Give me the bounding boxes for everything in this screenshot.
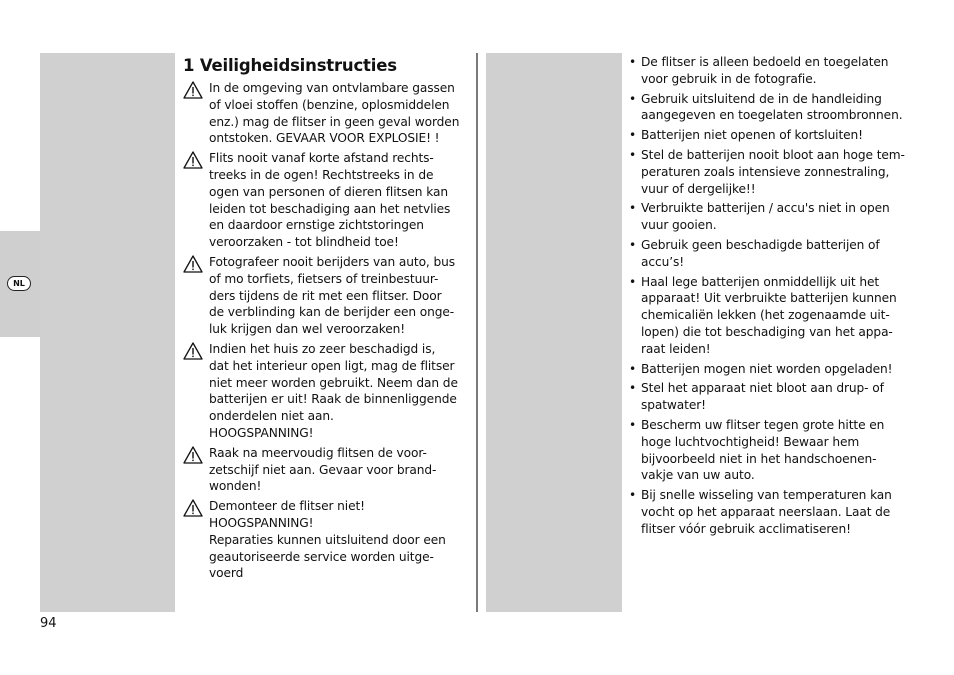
warning-text: In de omgeving van ontvlambare gassen of vloei stoffen (benzine, oplosmiddelen enz.) mag de flitser in geen geval worden ontstoken. GEVAAR VOOR EXPLOSIE! ! xyxy=(209,81,460,146)
bullet-marker: • xyxy=(629,55,637,69)
warning-item xyxy=(183,341,468,442)
bullet-text: Stel de batterijen nooit bloot aan hoge tem- peraturen zoals intensieve zonnestraling, vuur of dergelijke!! xyxy=(641,147,905,196)
bullet-text: Verbruikte batterijen / accu's niet in open vuur gooien. xyxy=(641,201,890,233)
bullet-marker: • xyxy=(629,417,637,432)
bullet-item xyxy=(629,147,919,197)
bullet-item xyxy=(629,361,919,378)
bullet-item xyxy=(629,487,919,537)
warning-text: Fotografeer nooit berijders van auto, bus of mo torfiets, fietsers of treinbestuur- ders tijdens de rit met een flitser. Door de verblinding kan de berijder een onge- luk krijgen dan wel veroorzaken! xyxy=(209,254,455,337)
bullet-marker: • xyxy=(629,381,637,396)
language-badge: NL xyxy=(7,276,31,291)
bullet-marker: • xyxy=(629,488,637,503)
bullet-text: Stel het apparaat niet bloot aan drup- of spatwater! xyxy=(641,381,884,413)
warning-text: Indien het huis zo zeer beschadigd is, dat het interieur open ligt, mag de flitser niet meer worden gebruikt. Neem dan de batterijen er uit! Raak de binnenliggende onderdelen niet aan. HOOGSPANNING! xyxy=(209,341,458,440)
warning-triangle-icon xyxy=(183,341,209,360)
warning-item xyxy=(183,254,468,338)
page-number: 94 xyxy=(40,616,57,631)
bullet-text: Batterijen mogen niet worden opgeladen! xyxy=(641,361,893,376)
bullet-item xyxy=(629,237,919,271)
warning-triangle-icon xyxy=(183,254,209,273)
bullet-text: Gebruik uitsluitend de in de handleiding aangegeven en toegelaten stroombronnen. xyxy=(641,91,903,123)
bullet-item xyxy=(629,274,919,358)
warning-text: Demonteer de flitser niet! HOOGSPANNING! Reparaties kunnen uitsluitend door een geautoriseerde service worden uitge- voerd xyxy=(209,499,446,581)
bullet-text: Haal lege batterijen onmiddellijk uit het apparaat! Uit verbruikte batterijen kunnen chemicaliën lekken (het zogenaamde uit- lopen) die tot beschadiging van het appa- raat leiden! xyxy=(641,274,897,356)
bullet-marker: • xyxy=(629,361,637,376)
bullet-item xyxy=(629,127,919,144)
bullet-text: Gebruik geen beschadigde batterijen of accu’s! xyxy=(641,237,880,269)
bullet-item xyxy=(629,91,919,125)
warning-triangle-icon xyxy=(183,150,209,169)
warning-triangle-icon xyxy=(183,445,209,464)
section-title: 1 Veiligheidsinstructies xyxy=(183,56,397,75)
warning-item xyxy=(183,498,468,582)
bullet-marker: • xyxy=(629,201,637,216)
bullet-text: Bescherm uw flitser tegen grote hitte en hoge luchtvochtigheid! Bewaar hem bijvoorbeeld niet in het handschoenen- vakje van uw auto. xyxy=(641,417,885,483)
bullet-text: De flitser is alleen bedoeld en toegelaten voor gebruik in de fotografie. xyxy=(641,55,889,86)
safety-column-right xyxy=(629,54,919,541)
bullet-marker: • xyxy=(629,91,637,106)
bullet-item xyxy=(629,200,919,234)
bullet-text: Batterijen niet openen of kortsluiten! xyxy=(641,128,863,143)
middle-margin-strip xyxy=(486,53,622,612)
warning-triangle-icon xyxy=(183,498,209,517)
bullet-marker: • xyxy=(629,128,637,143)
column-divider xyxy=(476,53,478,612)
bullet-marker: • xyxy=(629,237,637,252)
bullet-marker: • xyxy=(629,274,637,289)
warning-text: Raak na meervoudig flitsen de voor- zetschijf niet aan. Gevaar voor brand- wonden! xyxy=(209,445,437,494)
warning-item xyxy=(183,445,468,495)
bullet-list xyxy=(629,54,919,538)
bullet-item xyxy=(629,417,919,484)
bullet-item xyxy=(629,380,919,414)
bullet-item xyxy=(629,54,919,88)
bullet-marker: • xyxy=(629,147,637,162)
warning-triangle-icon xyxy=(183,80,209,99)
left-margin-strip xyxy=(40,53,175,612)
warning-list xyxy=(183,80,468,582)
warning-item xyxy=(183,80,468,147)
warning-text: Flits nooit vanaf korte afstand rechts- treeks in de ogen! Rechtstreeks in de ogen van personen of dieren flitsen kan leiden tot beschadiging aan het netvlies en daardoor ernstige zichtstoringen veroorzaken - tot blindheid toe! xyxy=(209,151,451,250)
warning-item xyxy=(183,150,468,251)
safety-column-left xyxy=(183,56,468,585)
bullet-text: Bij snelle wisseling van temperaturen kan vocht op het apparaat neerslaan. Laat de flitser vóór gebruik acclimatiseren! xyxy=(641,488,892,536)
